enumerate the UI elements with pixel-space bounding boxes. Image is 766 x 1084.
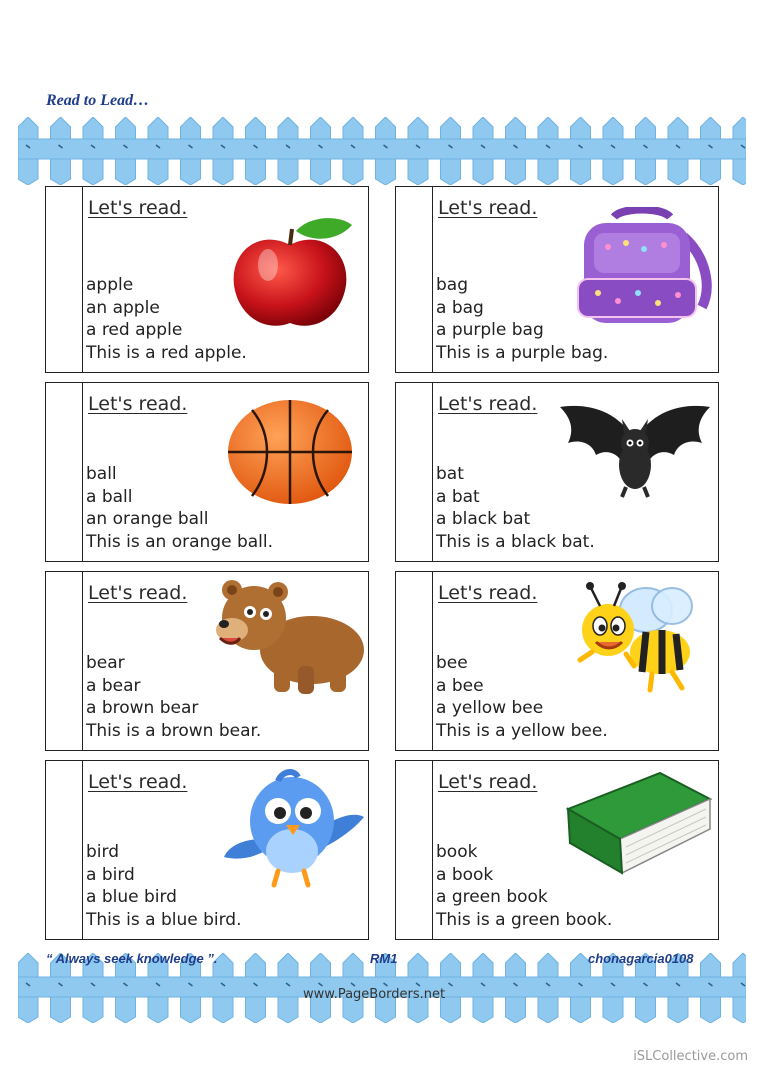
card-gutter bbox=[396, 761, 433, 939]
adjective-line: an orange ball bbox=[86, 509, 209, 529]
reading-card-ball bbox=[45, 382, 369, 562]
phrase-line: a bag bbox=[436, 297, 484, 318]
fence-graphic bbox=[18, 117, 746, 185]
card-gutter bbox=[46, 187, 83, 372]
card-lines bbox=[86, 652, 261, 742]
card-heading: Let's read. bbox=[88, 197, 188, 219]
word-line: bee bbox=[436, 653, 468, 673]
top-fence-border bbox=[18, 117, 746, 185]
phrase-line: a bee bbox=[436, 675, 484, 696]
adjective-line: a green book bbox=[436, 887, 548, 907]
card-lines bbox=[436, 652, 608, 742]
sentence-line: This is a blue bird. bbox=[86, 909, 242, 930]
phrase-line: a bear bbox=[86, 675, 141, 696]
card-heading: Let's read. bbox=[438, 771, 538, 793]
card-heading: Let's read. bbox=[438, 393, 538, 415]
reading-card-bee bbox=[395, 571, 719, 751]
sentence-line: This is a purple bag. bbox=[436, 342, 609, 363]
word-line: ball bbox=[86, 464, 117, 484]
card-gutter bbox=[46, 383, 83, 561]
card-gutter bbox=[46, 761, 83, 939]
page-title: Read to Lead… bbox=[46, 92, 150, 109]
card-lines bbox=[436, 841, 612, 931]
sentence-line: This is a black bat. bbox=[436, 531, 595, 552]
sentence-line: This is a green book. bbox=[436, 909, 613, 930]
adjective-line: a purple bag bbox=[436, 320, 544, 340]
footer-code: RM1 bbox=[370, 951, 398, 966]
footer-url-link[interactable]: www.PageBorders.net bbox=[303, 987, 446, 1002]
reading-card-bear bbox=[45, 571, 369, 751]
sentence-line: This is an orange ball. bbox=[86, 531, 274, 552]
card-lines bbox=[436, 274, 608, 364]
card-gutter bbox=[396, 383, 433, 561]
word-line: apple bbox=[86, 275, 134, 295]
card-heading: Let's read. bbox=[438, 197, 538, 219]
phrase-line: a book bbox=[436, 864, 494, 885]
card-lines bbox=[86, 274, 247, 364]
watermark: iSLCollective.com bbox=[633, 1049, 748, 1064]
card-lines bbox=[86, 841, 242, 931]
word-line: book bbox=[436, 842, 478, 862]
red-apple-picture bbox=[230, 215, 356, 333]
phrase-line: a bat bbox=[436, 486, 480, 507]
sentence-line: This is a brown bear. bbox=[86, 720, 262, 741]
word-line: bag bbox=[436, 275, 468, 295]
word-line: bat bbox=[436, 464, 464, 484]
footer-author: chonagarcia0108 bbox=[588, 951, 694, 966]
reading-card-bird bbox=[45, 760, 369, 940]
sentence-line: This is a red apple. bbox=[86, 342, 247, 363]
card-gutter bbox=[396, 187, 433, 372]
phrase-line: a ball bbox=[86, 486, 133, 507]
reading-card-bat bbox=[395, 382, 719, 562]
card-heading: Let's read. bbox=[88, 771, 188, 793]
adjective-line: a brown bear bbox=[86, 698, 199, 718]
adjective-line: a yellow bee bbox=[436, 698, 544, 718]
word-line: bird bbox=[86, 842, 119, 862]
sentence-line: This is a yellow bee. bbox=[436, 720, 608, 741]
card-heading: Let's read. bbox=[438, 582, 538, 604]
card-heading: Let's read. bbox=[88, 582, 188, 604]
adjective-line: a red apple bbox=[86, 320, 183, 340]
card-lines bbox=[86, 463, 273, 553]
adjective-line: a black bat bbox=[436, 509, 531, 529]
footer-quote: “ Always seek knowledge ”. bbox=[46, 951, 218, 966]
card-gutter bbox=[396, 572, 433, 750]
card-gutter bbox=[46, 572, 83, 750]
adjective-line: a blue bird bbox=[86, 887, 177, 907]
reading-card-book bbox=[395, 760, 719, 940]
phrase-line: a bird bbox=[86, 864, 135, 885]
reading-card-bag bbox=[395, 186, 719, 373]
word-line: bear bbox=[86, 653, 125, 673]
card-lines bbox=[436, 463, 595, 553]
blue-bird-picture bbox=[222, 769, 366, 893]
phrase-line: an apple bbox=[86, 297, 160, 318]
reading-card-apple bbox=[45, 186, 369, 373]
card-heading: Let's read. bbox=[88, 393, 188, 415]
